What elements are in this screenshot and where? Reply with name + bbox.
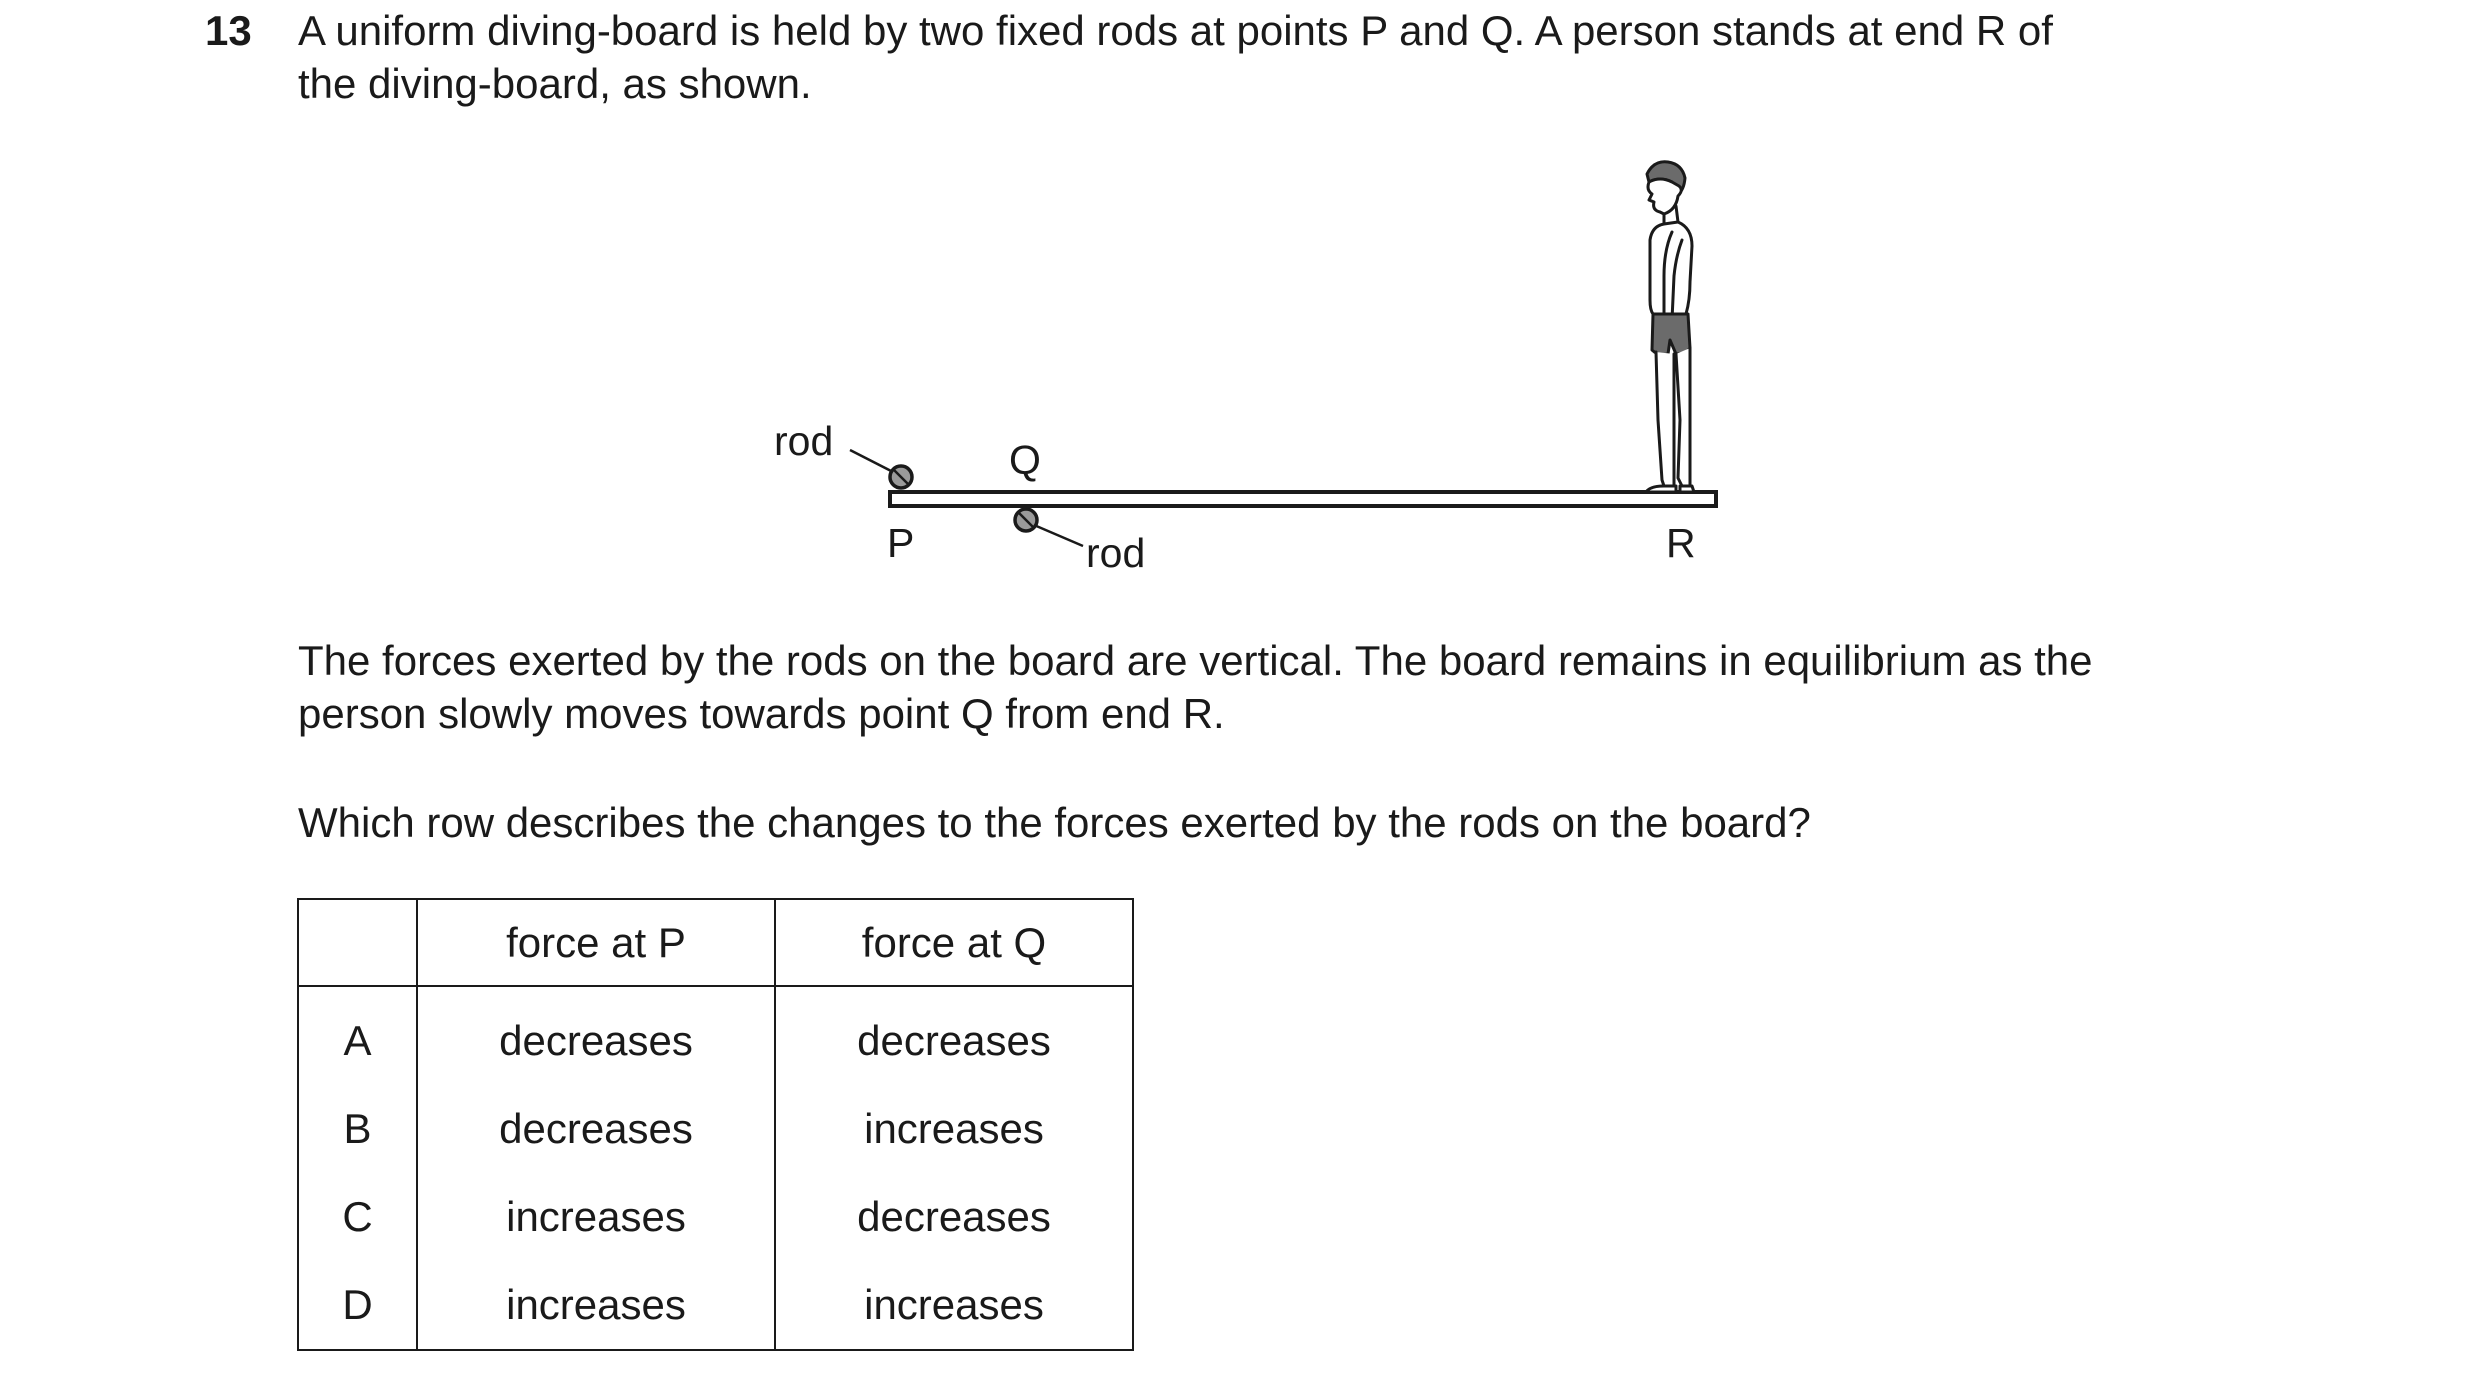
cell-force-p: increases	[417, 1261, 775, 1350]
header-key	[298, 899, 417, 986]
cell-force-p: decreases	[417, 1085, 775, 1173]
question-prompt: Which row describes the changes to the forces exerted by the rods on the board?	[298, 799, 1811, 846]
cell-force-p: increases	[417, 1173, 775, 1261]
rod-upper-leader	[850, 450, 893, 472]
row-key: D	[298, 1261, 417, 1350]
cell-force-q: increases	[775, 1085, 1133, 1173]
rod-lower-leader	[1034, 525, 1083, 546]
table-header-row	[298, 899, 1133, 986]
person-figure	[1646, 162, 1694, 492]
answer-table	[297, 898, 1134, 1351]
header-force-q: force at Q	[775, 899, 1133, 986]
label-R: R	[1666, 520, 1696, 566]
table-row[interactable]	[298, 1173, 1133, 1261]
diving-board-diagram	[0, 0, 2480, 640]
label-rod-lower: rod	[1086, 530, 1146, 576]
table-row[interactable]	[298, 1261, 1133, 1350]
question-number: 13	[205, 7, 252, 54]
row-key: B	[298, 1085, 417, 1173]
stem-line-2: the diving-board, as shown.	[298, 60, 812, 107]
context-paragraph	[298, 634, 2318, 740]
label-Q: Q	[1009, 437, 1041, 483]
context-line-1: The forces exerted by the rods on the board are vertical. The board remains in equilibrium as the	[298, 637, 2093, 684]
stem-line-1: A uniform diving-board is held by two fixed rods at points P and Q. A person stands at end R of	[298, 7, 2053, 54]
cell-force-q: decreases	[775, 986, 1133, 1085]
header-force-p: force at P	[417, 899, 775, 986]
label-rod-upper: rod	[774, 418, 834, 464]
cell-force-q: decreases	[775, 1173, 1133, 1261]
table-row[interactable]	[298, 1085, 1133, 1173]
table-row[interactable]	[298, 986, 1133, 1085]
label-P: P	[887, 520, 915, 566]
row-key: A	[298, 986, 417, 1085]
context-line-2: person slowly moves towards point Q from end R.	[298, 690, 1225, 737]
row-key: C	[298, 1173, 417, 1261]
cell-force-p: decreases	[417, 986, 775, 1085]
diving-board	[890, 492, 1716, 506]
cell-force-q: increases	[775, 1261, 1133, 1350]
